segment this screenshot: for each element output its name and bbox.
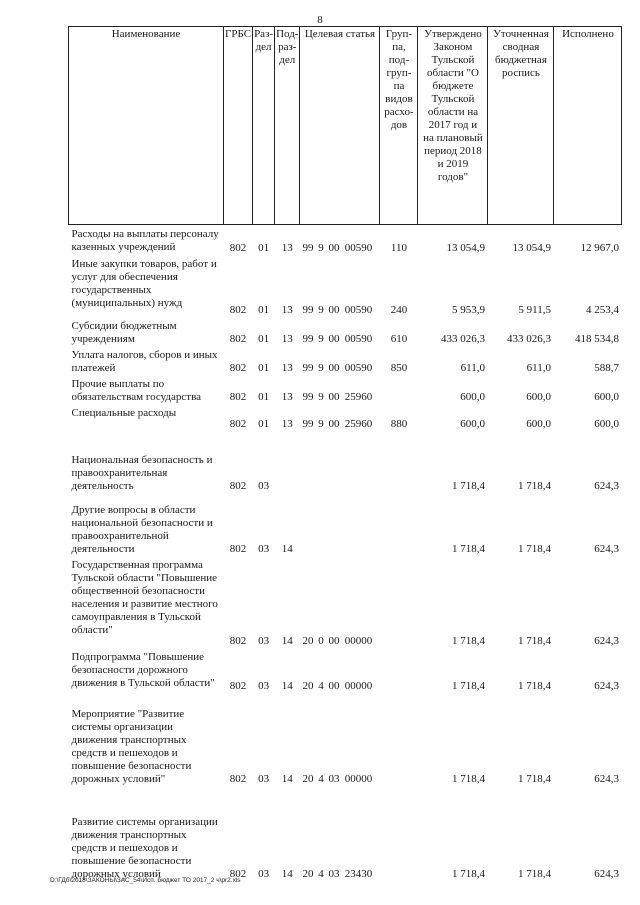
row-target-article: [300, 404, 380, 431]
row-executed: 624,3: [594, 679, 619, 692]
row-expense-type: [380, 786, 418, 881]
target-article-part: 99: [302, 390, 314, 403]
target-article-part: 9: [318, 361, 324, 374]
target-article-part: 00590: [344, 241, 373, 254]
row-podrazdel: 13: [281, 361, 293, 374]
row-refined: 13 054,9: [512, 241, 551, 254]
row-approved: 1 718,4: [451, 479, 485, 492]
row-grbs: 802: [229, 241, 247, 254]
row-grbs: 802: [229, 303, 247, 316]
row-expense-type: 880: [390, 417, 408, 430]
row-grbs: 802: [229, 772, 247, 785]
row-executed: 624,3: [594, 542, 619, 555]
row-podrazdel: 13: [281, 332, 293, 345]
table-row: [69, 693, 622, 786]
row-refined: 433 026,3: [506, 332, 551, 345]
row-grbs: 802: [229, 417, 247, 430]
row-target-article: [300, 556, 380, 648]
target-article-part: 20: [302, 867, 314, 880]
target-article-part: 4: [318, 679, 324, 692]
header-grbs: ГРБС: [224, 27, 253, 225]
row-target-article: [300, 346, 380, 375]
row-razdel: 01: [258, 361, 270, 374]
table-row: [69, 404, 622, 431]
row-expense-type: [380, 493, 418, 556]
row-target-article: [300, 648, 380, 693]
row-executed: 12 967,0: [580, 241, 619, 254]
row-razdel: 03: [258, 772, 270, 785]
row-razdel: 01: [258, 332, 270, 345]
row-expense-type: [380, 693, 418, 786]
row-target-article: [300, 317, 380, 346]
target-article-part: 00590: [344, 332, 373, 345]
row-target-article: [300, 255, 380, 317]
target-article-part: 00: [328, 303, 340, 316]
target-article-part: 99: [302, 417, 314, 430]
row-refined: 1 718,4: [517, 867, 551, 880]
row-expense-type: [380, 375, 418, 404]
header-executed: Исполнено: [554, 27, 622, 225]
row-grbs: 802: [229, 634, 247, 647]
row-refined: 600,0: [526, 417, 551, 430]
target-article-part: 99: [302, 241, 314, 254]
header-name: Наименование: [69, 27, 224, 225]
row-name: Национальная безопасность и правоохранительная деятельность: [71, 453, 213, 492]
row-target-article: [300, 375, 380, 404]
target-article-part: 00: [328, 332, 340, 345]
target-article-part: 25960: [344, 417, 373, 430]
target-article-part: 99: [302, 303, 314, 316]
row-approved: 1 718,4: [451, 634, 485, 647]
row-razdel: 03: [258, 867, 270, 880]
row-approved: 433 026,3: [440, 332, 485, 345]
row-podrazdel: 14: [281, 634, 293, 647]
row-refined: 611,0: [526, 361, 551, 374]
row-name: Прочие выплаты по обязательствам государства: [71, 377, 202, 403]
target-article-part: 9: [318, 303, 324, 316]
row-name: Государственная программа Тульской области "Повышение общественной безопасности населения и развитие местного самоуправления в Тульской области": [71, 558, 218, 636]
target-article-part: 4: [318, 867, 324, 880]
target-article-part: 0: [318, 634, 324, 647]
row-grbs: 802: [229, 867, 247, 880]
target-article-part: 00: [328, 241, 340, 254]
table-row: [69, 786, 622, 881]
row-executed: 418 534,8: [574, 332, 619, 345]
row-razdel: 03: [258, 479, 270, 492]
row-razdel: 03: [258, 634, 270, 647]
row-approved: 1 718,4: [451, 679, 485, 692]
row-approved: 600,0: [460, 390, 485, 403]
row-executed: 624,3: [594, 867, 619, 880]
row-grbs: 802: [229, 332, 247, 345]
row-target-article: [300, 431, 380, 493]
row-refined: 600,0: [526, 390, 551, 403]
target-article-part: 00000: [344, 634, 373, 647]
row-approved: 1 718,4: [451, 542, 485, 555]
row-refined: 1 718,4: [517, 772, 551, 785]
row-approved: 611,0: [460, 361, 485, 374]
row-refined: 5 911,5: [518, 303, 551, 316]
table-row: [69, 648, 622, 693]
row-executed: 600,0: [594, 417, 619, 430]
row-expense-type: 240: [390, 303, 408, 316]
table-row: [69, 375, 622, 404]
target-article-part: 00: [328, 390, 340, 403]
row-podrazdel: [275, 431, 300, 493]
row-executed: 588,7: [594, 361, 619, 374]
row-executed: 4 253,4: [585, 303, 619, 316]
target-article-part: 00: [328, 417, 340, 430]
target-article-part: 03: [328, 772, 340, 785]
target-article-part: 25960: [344, 390, 373, 403]
target-article-part: 00: [328, 634, 340, 647]
target-article-part: 00590: [344, 303, 373, 316]
target-article-part: 00590: [344, 361, 373, 374]
row-approved: 600,0: [460, 417, 485, 430]
row-grbs: 802: [229, 390, 247, 403]
row-podrazdel: 14: [281, 679, 293, 692]
row-refined: 1 718,4: [517, 679, 551, 692]
row-target-article: [300, 786, 380, 881]
row-grbs: 802: [229, 361, 247, 374]
page-number: 8: [317, 14, 323, 26]
row-name: Уплата налогов, сборов и иных платежей: [71, 348, 218, 374]
row-refined: 1 718,4: [517, 634, 551, 647]
row-grbs: 802: [229, 479, 247, 492]
row-executed: 624,3: [594, 772, 619, 785]
table-row: [69, 225, 622, 255]
row-expense-type: [380, 556, 418, 648]
table-row: [69, 493, 622, 556]
row-podrazdel: 14: [281, 772, 293, 785]
row-executed: 624,3: [594, 479, 619, 492]
row-razdel: 01: [258, 417, 270, 430]
table-row: [69, 317, 622, 346]
row-podrazdel: 13: [281, 390, 293, 403]
row-name: Субсидии бюджетным учреждениям: [71, 319, 177, 345]
row-podrazdel: 14: [281, 867, 293, 880]
target-article-part: 00000: [344, 679, 373, 692]
row-razdel: 03: [258, 679, 270, 692]
row-expense-type: 850: [390, 361, 408, 374]
header-podrazdel: Под- раз- дел: [275, 27, 300, 225]
budget-table: [68, 26, 622, 881]
row-podrazdel: 14: [281, 542, 293, 555]
row-executed: 624,3: [594, 634, 619, 647]
table-row: [69, 346, 622, 375]
row-razdel: 03: [258, 542, 270, 555]
table-row: [69, 556, 622, 648]
row-podrazdel: 13: [281, 303, 293, 316]
row-grbs: 802: [229, 542, 247, 555]
target-article-part: 20: [302, 679, 314, 692]
target-article-part: 9: [318, 241, 324, 254]
row-approved: 1 718,4: [451, 867, 485, 880]
row-expense-type: [380, 431, 418, 493]
target-article-part: 23430: [344, 867, 373, 880]
row-expense-type: 110: [390, 241, 408, 254]
row-name: Мероприятие "Развитие системы организации движения транспортных средств и пешеходов и повышение безопасности дорожных условий": [71, 707, 192, 785]
row-name: Расходы на выплаты персоналу казенных учреждений: [71, 228, 219, 253]
row-razdel: 01: [258, 303, 270, 316]
target-article-part: 20: [302, 634, 314, 647]
target-article-part: 00: [328, 679, 340, 692]
header-target-article: Целевая статья: [300, 27, 380, 225]
row-target-article: [300, 693, 380, 786]
row-approved: 13 054,9: [446, 241, 485, 254]
row-expense-type: [380, 648, 418, 693]
table-row: [69, 255, 622, 317]
row-target-article: [300, 225, 380, 255]
row-expense-type: 610: [390, 332, 408, 345]
target-article-part: 9: [318, 390, 324, 403]
row-name: Другие вопросы в области национальной безопасности и правоохранительной деятельности: [71, 503, 213, 555]
row-refined: 1 718,4: [517, 479, 551, 492]
table-header-row: [69, 27, 622, 225]
target-article-part: 99: [302, 361, 314, 374]
row-name: Специальные расходы: [71, 406, 177, 419]
target-article-part: 03: [328, 867, 340, 880]
target-article-part: 20: [302, 772, 314, 785]
row-grbs: 802: [229, 679, 247, 692]
row-razdel: 01: [258, 390, 270, 403]
row-podrazdel: 13: [281, 417, 293, 430]
target-article-part: 4: [318, 772, 324, 785]
row-razdel: 01: [258, 241, 270, 254]
row-target-article: [300, 493, 380, 556]
row-name: Развитие системы организации движения транспортных средств и пешеходов и повышение безопасности дорожных условий: [71, 815, 218, 880]
row-approved: 1 718,4: [451, 772, 485, 785]
row-refined: 1 718,4: [517, 542, 551, 555]
header-refined: Уточненная сводная бюджетная роспись: [488, 27, 554, 225]
table-row: [69, 431, 622, 493]
row-name: Иные закупки товаров, работ и услуг для обеспечения государственных (муниципальных) нужд: [71, 257, 217, 309]
target-article-part: 99: [302, 332, 314, 345]
row-podrazdel: 13: [281, 241, 293, 254]
target-article-part: 9: [318, 332, 324, 345]
header-expense-type: Груп- па, под- груп- па видов расхо- дов: [380, 27, 418, 225]
row-approved: 5 953,9: [451, 303, 485, 316]
file-path-footer: D:\ГДб\2018\ЗАКОНЫ\ЗАС_54\Исп. бюджет ТО 2017_2 ч\pr2.xls: [50, 877, 241, 884]
header-approved: Утверждено Законом Тульской области "О бюджете Тульской области на 2017 год и на плановый период 2018 и 2019 годов": [418, 27, 488, 225]
target-article-part: 9: [318, 417, 324, 430]
header-razdel: Раз- дел: [253, 27, 275, 225]
row-name: Подпрограмма "Повышение безопасности дорожного движения в Тульской области": [71, 650, 215, 689]
target-article-part: 00: [328, 361, 340, 374]
row-executed: 600,0: [594, 390, 619, 403]
target-article-part: 00000: [344, 772, 373, 785]
